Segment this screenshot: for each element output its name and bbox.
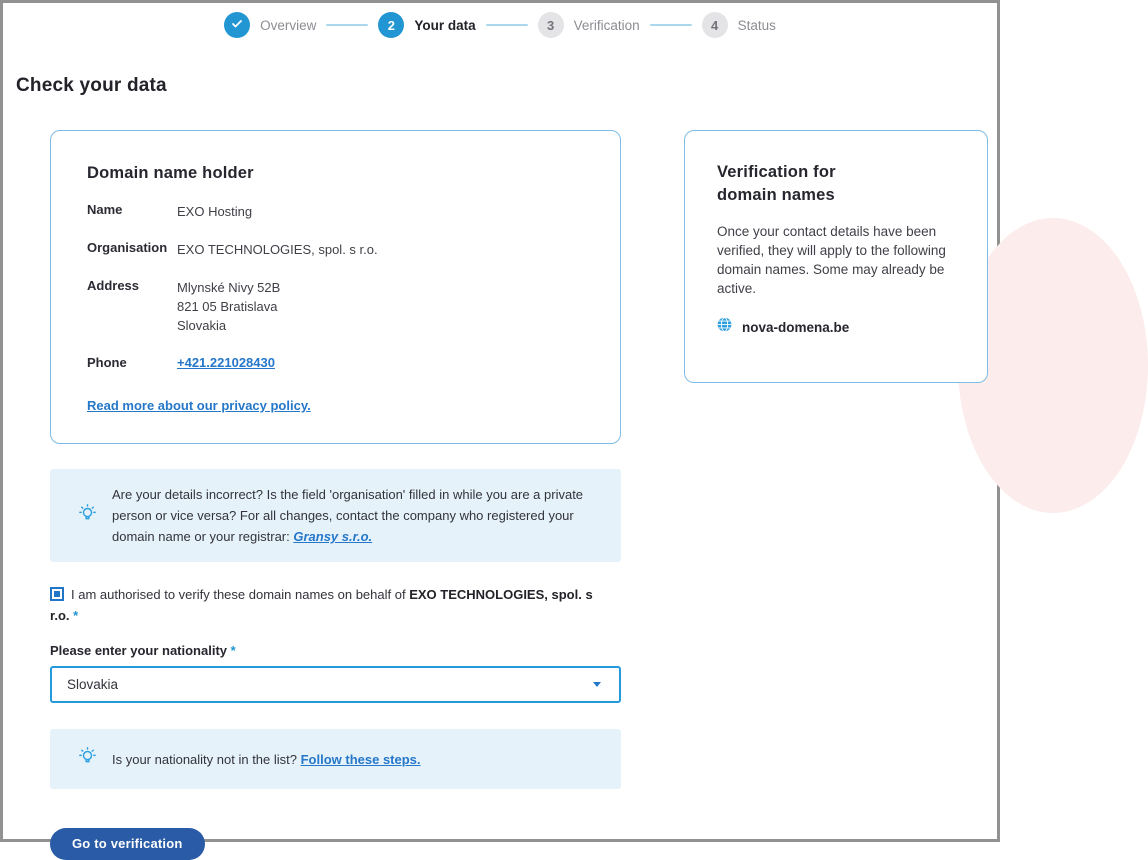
gransy-link[interactable]: Gransy s.r.o. (293, 529, 373, 544)
step-verification-label: Verification (573, 17, 640, 33)
verification-title-line2: domain names (717, 186, 835, 204)
step-your-data[interactable] (378, 12, 475, 38)
required-asterisk: * (230, 643, 236, 658)
domain-row (717, 317, 955, 337)
details-info-box (50, 469, 621, 562)
verification-title-line1: Verification for (717, 163, 836, 181)
page-title: Check your data (16, 75, 167, 96)
verification-card-title (717, 161, 955, 207)
authorisation-text-body: I am authorised to verify these domain names on behalf of (71, 587, 410, 602)
domain-holder-card (50, 130, 621, 444)
address-line-3: Slovakia (177, 318, 227, 333)
nationality-label-text: Please enter your nationality (50, 643, 228, 658)
name-value: EXO Hosting (177, 204, 253, 219)
step-your-data-label: Your data (414, 17, 476, 33)
address-line-2: 821 05 Bratislava (177, 299, 278, 314)
step-status-label: Status (737, 17, 776, 33)
step-overview-circle[interactable] (224, 12, 250, 38)
step-verification-circle: 3 (538, 12, 564, 38)
address-label: Address (87, 278, 140, 293)
lightbulb-icon (76, 745, 99, 773)
stepper-connector (486, 24, 528, 26)
lightbulb-icon (76, 502, 99, 530)
nationality-selected-value: Slovakia (67, 677, 119, 692)
authorisation-row (50, 584, 621, 626)
step-your-data-circle[interactable]: 2 (378, 12, 404, 38)
nationality-info-text (112, 749, 421, 770)
privacy-policy-link[interactable]: Read more about our privacy policy. (87, 398, 311, 413)
nationality-select[interactable] (50, 666, 621, 703)
authorisation-checkbox[interactable] (50, 587, 64, 601)
nationality-info-box (50, 729, 621, 789)
stepper (3, 3, 997, 38)
chevron-down-icon (593, 682, 601, 687)
verification-description: Once your contact details have been verified, they will apply to the following domain names. Some may already be active. (717, 224, 946, 296)
details-info-text-body: Are your details incorrect? Is the field 'organisation' filled in while you are a private person or vice versa? For all changes, contact the company who registered your domain name or your registrar: (112, 487, 584, 544)
domain-name: nova-domena.be (742, 319, 850, 335)
organisation-label: Organisation (87, 240, 168, 255)
verification-card (684, 130, 988, 383)
nationality-info-text-body: Is your nationality not in the list? (112, 751, 301, 767)
nationality-label (50, 643, 621, 658)
phone-label: Phone (87, 355, 127, 370)
organisation-value: EXO TECHNOLOGIES, spol. s r.o. (177, 242, 378, 257)
stepper-connector (326, 24, 368, 26)
right-column (684, 130, 988, 860)
field-row-phone (87, 355, 584, 370)
step-status-circle: 4 (702, 12, 728, 38)
left-column (50, 130, 621, 860)
step-overview-label: Overview (260, 17, 317, 33)
authorisation-text (50, 587, 593, 623)
required-asterisk: * (73, 608, 79, 623)
field-row-organisation (87, 240, 584, 259)
address-line-1: Mlynské Nivy 52B (177, 280, 281, 295)
holder-card-title: Domain name holder (87, 164, 254, 182)
field-row-name (87, 202, 584, 221)
check-icon (231, 18, 243, 33)
authorisation-org-name: EXO TECHNOLOGIES, spol. s r.o. (50, 587, 593, 623)
go-to-verification-button[interactable]: Go to verification (50, 828, 205, 860)
name-label: Name (87, 202, 123, 217)
step-status (702, 12, 776, 38)
step-overview[interactable] (224, 12, 316, 38)
details-info-text (112, 484, 594, 547)
phone-link[interactable]: +421.221028430 (177, 355, 275, 370)
content-columns (50, 130, 997, 860)
follow-steps-link[interactable]: Follow these steps. (300, 751, 421, 767)
stepper-connector (650, 24, 692, 26)
globe-icon (717, 317, 732, 337)
address-value (177, 278, 280, 335)
field-row-address (87, 278, 584, 335)
step-verification (538, 12, 640, 38)
